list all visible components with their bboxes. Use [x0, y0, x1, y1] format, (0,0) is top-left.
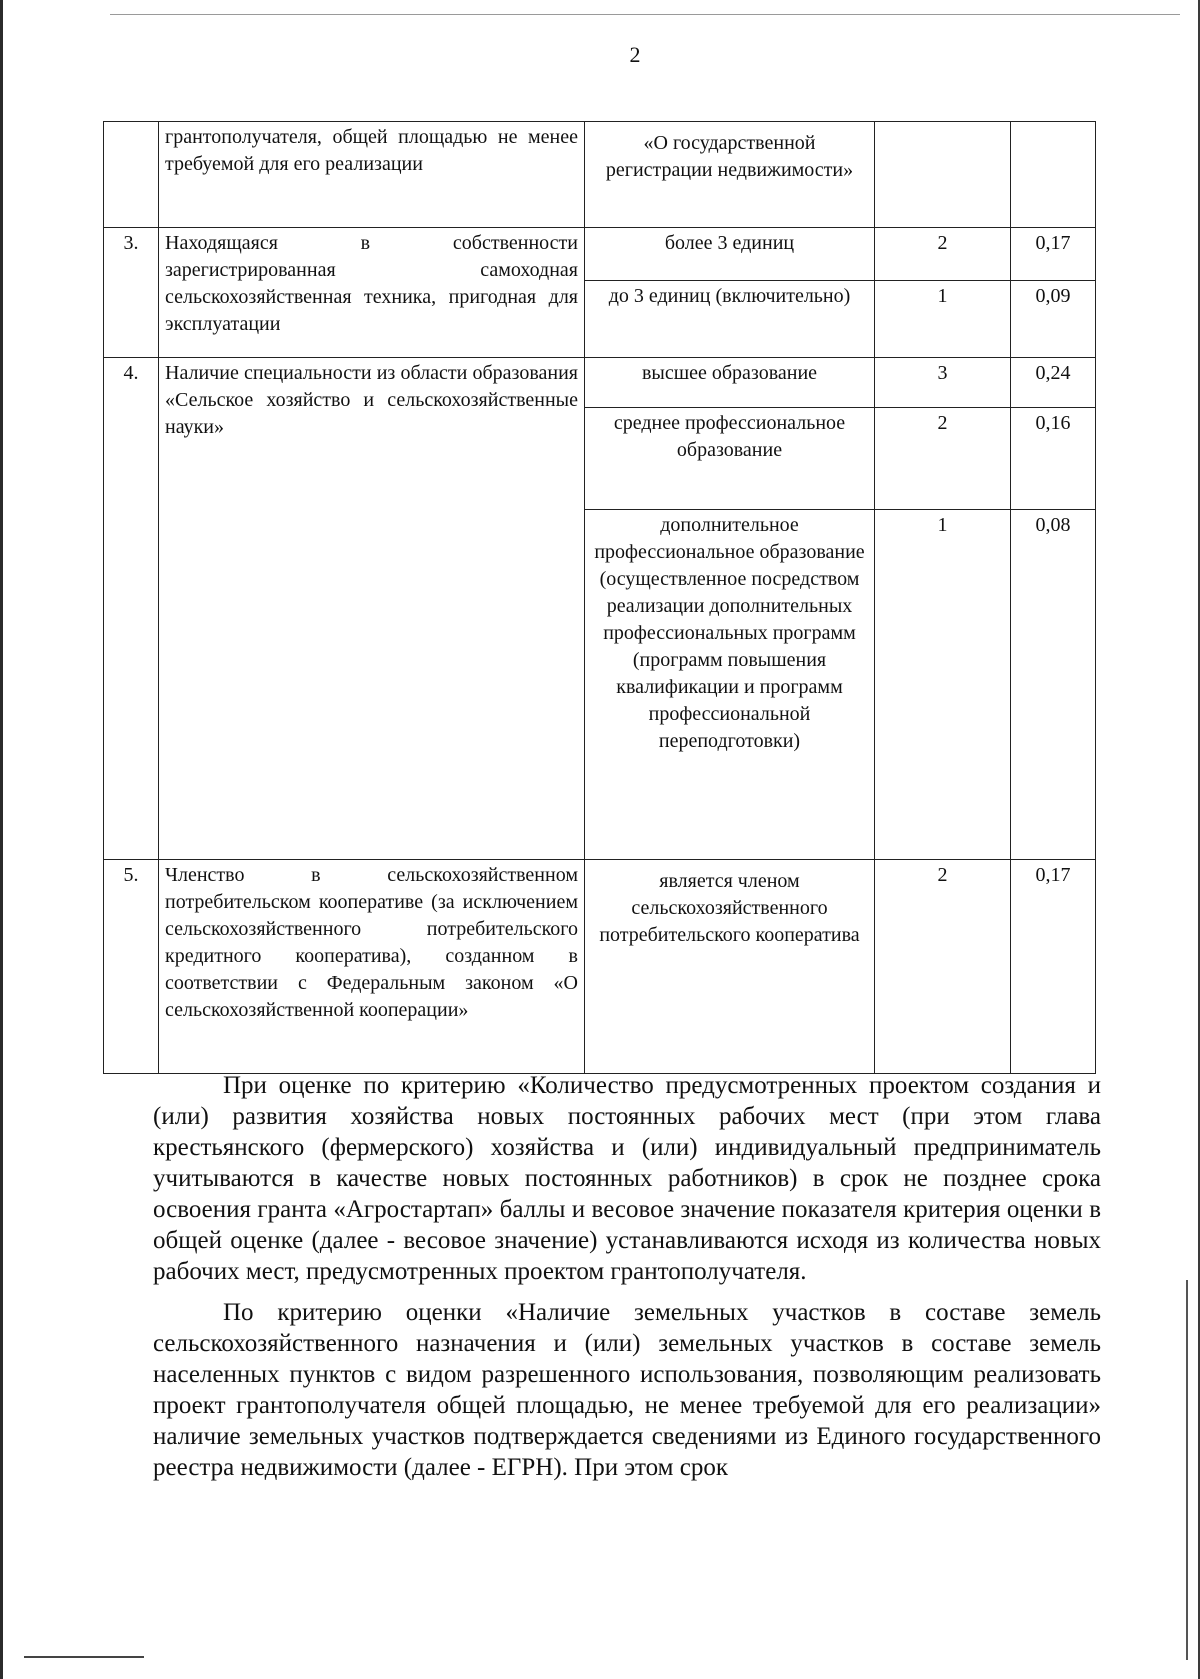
row-number: 3. — [104, 228, 159, 358]
points-cell: 3 — [875, 358, 1011, 408]
paragraph: По критерию оценки «Наличие земельных участков в составе земель сельскохозяйственного назначения и (или) земельных участков в составе земель населенных пунктов с видом разрешенного использования, позволяющим реализовать проект грантополучателя общей площадью, не менее требуемой для его реализации» наличие земельных участков подтверждается сведениями из Единого государственного реестра недвижимости (далее - ЕГРН). При этом срок — [153, 1299, 1101, 1481]
value-cell: «О государственной регистрации недвижимости» — [585, 122, 875, 228]
criterion-cell: Членство в сельскохозяйственном потребительском кооперативе (за исключением сельскохозяйственного потребительского кредитного кооператива), созданном в соответствии с Федеральным законом «О сельскохозяйственной кооперации» — [159, 860, 585, 1074]
criteria-table — [103, 121, 1096, 1074]
body-text — [153, 1070, 1101, 1493]
table-row — [104, 122, 1096, 228]
scan-bottom-line — [24, 1656, 144, 1658]
criterion-cell: грантополучателя, общей площадью не менее требуемой для его реализации — [159, 122, 585, 228]
points-cell: 2 — [875, 860, 1011, 1074]
weight-cell — [1011, 122, 1096, 228]
points-cell: 1 — [875, 281, 1011, 358]
scan-right-shadow — [1186, 1280, 1188, 1660]
points-cell: 2 — [875, 408, 1011, 510]
row-number: 4. — [104, 358, 159, 860]
weight-cell: 0,16 — [1011, 408, 1096, 510]
value-cell: является членом сельскохозяйственного потребительского кооператива — [585, 860, 875, 1074]
row-number — [104, 122, 159, 228]
points-cell — [875, 122, 1011, 228]
weight-cell: 0,24 — [1011, 358, 1096, 408]
criterion-cell: Наличие специальности из области образования «Сельское хозяйство и сельскохозяйственные науки» — [159, 358, 585, 860]
criterion-cell: Находящаяся в собственности зарегистрированная самоходная сельскохозяйственная техника, пригодная для эксплуатации — [159, 228, 585, 358]
weight-cell: 0,08 — [1011, 510, 1096, 860]
value-cell: дополнительное профессиональное образование (осуществленное посредством реализации дополнительных профессиональных программ (программ повышения квалификации и программ профессиональной переподготовки) — [585, 510, 875, 860]
points-cell: 2 — [875, 228, 1011, 281]
value-cell: более 3 единиц — [585, 228, 875, 281]
page-number: 2 — [629, 42, 641, 67]
row-number: 5. — [104, 860, 159, 1074]
table-row — [104, 228, 1096, 281]
points-cell: 1 — [875, 510, 1011, 860]
paragraph: При оценке по критерию «Количество предусмотренных проектом создания и (или) развития хозяйства новых постоянных рабочих мест (при этом глава крестьянского (фермерского) хозяйства и (или) индивидуальный предприниматель учитываются в качестве новых постоянных работников) в срок не позднее срока освоения гранта «Агростартап» баллы и весовое значение показателя критерия оценки в общей оценке (далее - весовое значение) устанавливаются исходя из количества новых рабочих мест, предусмотренных проектом грантополучателя. — [153, 1072, 1101, 1285]
weight-cell: 0,17 — [1011, 860, 1096, 1074]
weight-cell: 0,17 — [1011, 228, 1096, 281]
value-cell: высшее образование — [585, 358, 875, 408]
value-cell: до 3 единиц (включительно) — [585, 281, 875, 358]
weight-cell: 0,09 — [1011, 281, 1096, 358]
scan-left-edge — [0, 0, 3, 1679]
value-cell: среднее профессиональное образование — [585, 408, 875, 510]
table-row — [104, 358, 1096, 408]
table-row — [104, 860, 1096, 1074]
scan-top-line — [110, 14, 1180, 15]
